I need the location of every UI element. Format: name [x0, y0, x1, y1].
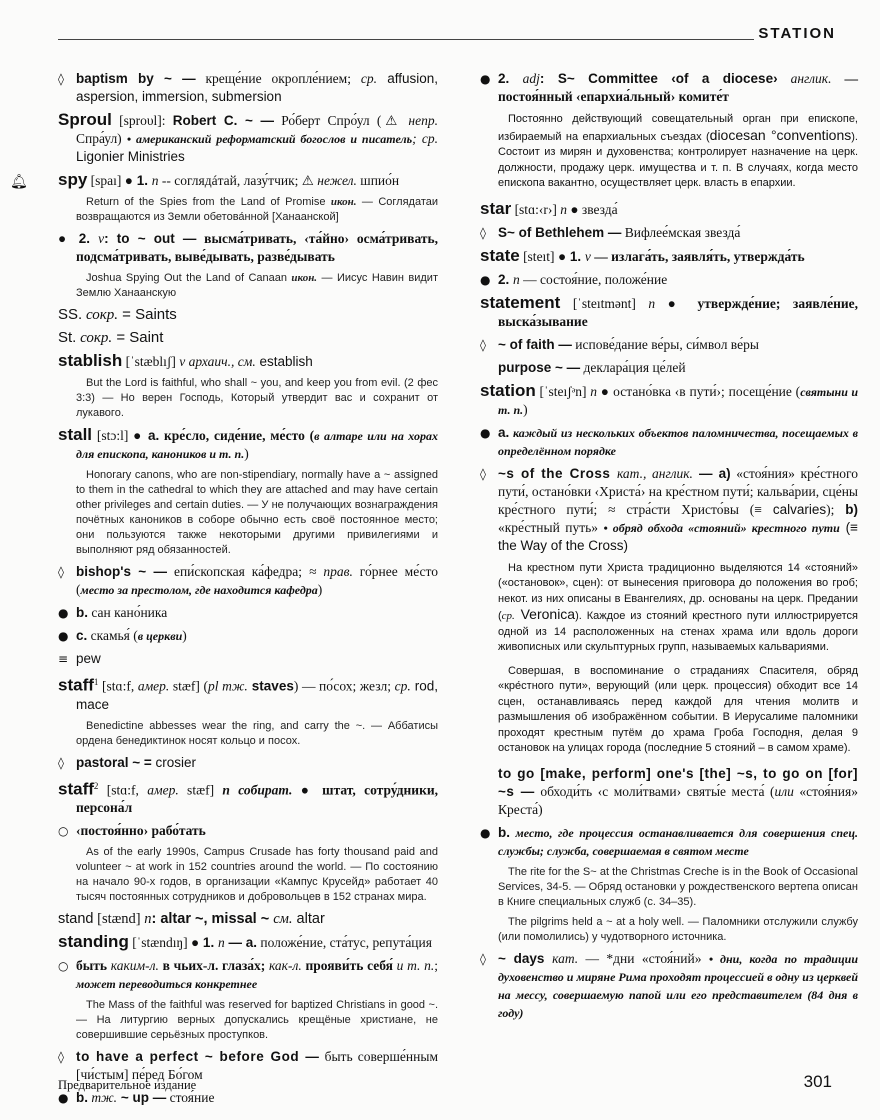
bullet-icon: ●: [480, 425, 491, 440]
part-of-speech: adj: [522, 71, 540, 86]
header-rule: [58, 39, 754, 40]
example-standing: The Mass of the faithful was reserved for baptized Christians in good ~. — На литургию верных допускались крещёные христиане, не совершившие серьёзных проступков.: [76, 999, 438, 1041]
circle-icon: ○: [58, 824, 69, 838]
entry-ss: [58, 306, 438, 324]
headword: spy: [58, 170, 88, 189]
paren: ): [523, 401, 528, 417]
translation: — *дни «стоя́ний»: [578, 950, 709, 966]
label-cp: ср.: [501, 610, 515, 622]
entry-spy: 🔔︎ spy [spaı] ● 1. n -- соглядáтай, лазу́тчик; ⚠ нежел. шпио́н: [10, 170, 400, 190]
usage-note: в церкви: [137, 629, 183, 643]
example-translation: — Иисус Навин видит Землю Ханаанскую: [76, 272, 438, 299]
cross-refs: affusion, aspersion, immersion, submersion: [76, 71, 438, 104]
translation: ) — по́сох; жезл;: [293, 678, 395, 694]
phrase-term: : to ~ out —: [104, 231, 197, 246]
translation: «кре́стный путь»: [498, 519, 604, 535]
entry-bishops-stall: [58, 563, 438, 599]
label: англик.: [777, 71, 832, 86]
entry-go-stations: [480, 765, 858, 819]
usage-note: святыни и т. п.: [498, 384, 858, 417]
example-text: Joshua Spying Out the Land of Canaan: [86, 272, 292, 284]
diamond-icon: ◊: [480, 337, 486, 352]
translation-2: го́рнее ме́сто (: [76, 564, 438, 597]
entry-stablish: [58, 352, 438, 371]
entry-pastoral-staff: [58, 754, 438, 772]
warning-icon: ⚠: [301, 173, 314, 188]
paren: ): [317, 582, 323, 597]
phrase-term: ~ of faith —: [498, 336, 572, 352]
example-text: Return of the Spies from the Land of Promise: [86, 196, 331, 208]
sense-letter: b.: [76, 605, 88, 620]
note-committee: [480, 112, 858, 192]
note-text: ). Состоит из мирян и духовенства; контролирует назначение на церк. должности, продажу церк. имущества и т. п. В случаях, когда место епископа вакантно, осуществляет церк. власть в епархии.: [498, 130, 858, 189]
sense-number: ● 2.: [58, 231, 99, 246]
translation: обходи́ть ‹с моли́твами› святы́е места́ (: [534, 783, 775, 799]
label: нежел.: [313, 173, 357, 188]
entry-stations-of-the-cross: [480, 465, 858, 555]
english-term: diocesan °conventions: [709, 126, 852, 143]
headword: stand: [58, 911, 94, 927]
pronunciation-alt: stæf]: [178, 782, 223, 797]
translation: Ро́берт Спро́ул (: [273, 113, 382, 128]
entry-spy-2: [58, 230, 438, 266]
bullet-icon: ●: [480, 272, 491, 287]
bullet-icon: ●: [58, 1091, 69, 1105]
translation: испове́дание ве́ры, си́мвол ве́ры: [571, 336, 759, 352]
translation: креще́ние окропле́нием;: [195, 71, 361, 86]
pronunciation: [steıt]: [519, 248, 558, 264]
phrase-optional: ‹of a diocese›: [671, 71, 778, 86]
cross-ref: Ligonier Ministries: [76, 149, 185, 164]
equivalent: calvaries: [772, 501, 827, 517]
bullet-icon: ●: [480, 72, 491, 86]
label-cp: ср.: [394, 678, 411, 694]
label: икон.: [330, 196, 357, 208]
right-column: [480, 70, 858, 1027]
phrase-term: : S~ Committee: [539, 71, 672, 86]
phrase-term: bishop's ~ —: [76, 564, 168, 579]
usage-note: место за престолом, где находится кафедра: [80, 583, 318, 597]
part-of-speech: n: [590, 383, 598, 399]
diamond-icon: ◊: [58, 565, 64, 579]
label: амер.: [147, 782, 179, 797]
phrase-term: S~ of Bethlehem —: [498, 224, 622, 240]
translation: скамья́ (: [87, 628, 138, 643]
pronunciation: [spaı]: [87, 173, 125, 188]
label: ≈ прав.: [308, 564, 353, 579]
cross-ref: altar: [292, 911, 325, 927]
usage-note: в алтаре или на хорах для епископа, каноников и т. п.: [76, 429, 438, 461]
entry-purpose-statement: [480, 359, 858, 377]
label: непр.: [401, 113, 438, 128]
entry-station: [480, 382, 858, 419]
translation: кре́сло, сиде́ние, ме́сто (: [159, 428, 315, 443]
headword: stall: [58, 425, 93, 444]
diamond-icon: ◊: [58, 72, 64, 86]
example-translation: — Соглядатаи возвращаются из Земли обетова́нной [Ханаанской]: [76, 196, 438, 223]
translation: стоя́ние: [166, 1090, 215, 1105]
label: pl тж.: [208, 678, 248, 694]
diamond-icon: ◊: [480, 466, 486, 481]
headword: St.: [58, 329, 77, 346]
pronunciation: [stɔ:l]: [92, 428, 134, 443]
entry-standing-committee: [480, 70, 858, 106]
note-text: Постоянно действующий совещательный орган при епископе, избираемый на епархиальных съездах (: [498, 113, 858, 143]
entry-stand: [58, 910, 438, 928]
headword: star: [480, 198, 512, 218]
translation: Вифлее́мская звезда́: [621, 224, 741, 240]
dash: —: [831, 71, 858, 86]
label: тж.: [88, 1090, 118, 1105]
translation: деклара́ция це́лей: [580, 359, 686, 375]
entry-staff-2: [58, 777, 438, 818]
translation: быть: [76, 958, 111, 973]
note-text: На крестном пути Христа традиционно выделяются 14 «стояний» («остановок», сцен): от вынесения приговора до положения во гроб; некот. из них описаны в Евангелиях, др. основаны на церк. Предании (: [498, 561, 858, 622]
plural-form: staves: [247, 678, 294, 694]
entry-star-of-bethlehem: [480, 224, 858, 242]
page-number: 301: [803, 1072, 832, 1091]
pronunciation-alt: stæf] (: [169, 678, 209, 694]
pronunciation: [ˈsteıtmənt]: [560, 295, 649, 311]
label: или: [774, 783, 794, 799]
sense-letter: b.: [76, 1090, 88, 1105]
translation: -- соглядáтай, лазу́тчик;: [158, 173, 302, 188]
paren: ): [182, 628, 187, 643]
entry-standing: [58, 933, 438, 952]
entry-stall: [58, 426, 438, 463]
note-stations-2: Совершая, в воспоминание о страданиях Спасителя, обряд «кре́стного пути», верующий (или церк. процессия) обходит все 14 сцен, останавливаясь перед каждой для чтения молитв и размышления об изображённом событии. В Иерусалиме паломники проходят крестным путём до храма Гроба Господня, делая 9 остановок на улицах города (последние 5 стояний – в самом храме).: [498, 664, 858, 754]
entry-stall-c: [58, 627, 438, 645]
usage-note: • обряд обхода «стояний» крестного пути: [603, 520, 840, 535]
entry-st: [58, 329, 438, 347]
cross-ref: Veronica: [514, 606, 576, 622]
bullet-icon: ●: [58, 629, 69, 643]
sense-number: ● 1.: [124, 173, 152, 188]
translation: высма́тривать, ‹та́йно› осма́тривать, подсма́тривать, выве́дывать, разве́дывать: [76, 231, 438, 264]
phrase-term: baptism by ~ —: [76, 71, 196, 86]
bullet-icon: ●: [58, 606, 69, 620]
example-staff-1: Benedictine abbesses wear the ring, and carry the ~. — Аббатисы ордена бенедиктинок носят кольцо и посох.: [76, 719, 438, 747]
sense-number: ● 1.: [191, 935, 218, 950]
phrase-term: ~ days: [498, 950, 553, 966]
homonym-number: 2: [93, 780, 99, 791]
phrase-term: pastoral ~ =: [76, 754, 152, 770]
entry-star: [480, 200, 858, 219]
part-of-speech: v: [98, 231, 105, 246]
headword: stablish: [58, 351, 123, 370]
phrase-term: ~s of the Cross: [498, 465, 617, 481]
translation: прояви́ть себя́: [301, 958, 397, 973]
translation: ● утвержде́ние; заявле́ние, выска́зывание: [498, 295, 859, 329]
equivalent: pew: [76, 651, 101, 666]
part-of-speech: n: [560, 201, 567, 217]
equivalent: = Saint: [112, 329, 164, 346]
usage-note: каждый из нескольких объектов паломничества, посещаемых в определённом порядке: [498, 425, 858, 458]
headword: SS.: [58, 306, 83, 323]
circle-icon: ○: [58, 959, 69, 973]
sense-letter: — a): [692, 465, 731, 481]
headword: staff: [58, 779, 94, 798]
headword: state: [480, 245, 520, 265]
diamond-icon: ◊: [480, 951, 486, 966]
pronunciation: [stɑ:f,: [98, 782, 148, 797]
pronunciation: [stɑ:f,: [98, 678, 138, 694]
pronunciation: [stɑ:‹r›]: [511, 201, 561, 217]
sense-letter: b): [845, 501, 858, 517]
description: • американский реформатский богослов и писатель: [126, 132, 413, 146]
translation: постоя́нный ‹епархиа́льный› комите́т: [498, 89, 729, 104]
sense-letter: c.: [76, 628, 88, 643]
pronunciation: [sproυl]:: [111, 113, 173, 128]
entry-station-days: [480, 950, 858, 1022]
headword: statement: [480, 292, 561, 312]
pronunciation: [ˈsteıʃᵊn]: [535, 383, 591, 399]
sense-number: ● a.: [133, 428, 160, 443]
entry-state-2: [480, 271, 858, 289]
translation: быть соверше́нным [чи́стым] пе́ред Бо́гом: [76, 1049, 438, 1082]
entry-state: [480, 247, 858, 266]
entry-standing-sub: [58, 957, 438, 993]
edition-label: Предварительное издание: [58, 1078, 197, 1092]
translation-2: шпио́н: [356, 173, 400, 188]
translation: — состоя́ние, положе́ние: [519, 271, 668, 287]
headword: Sproul: [58, 110, 112, 129]
entry-station-a: [480, 424, 858, 460]
pronunciation: [ˈstæblıʃ]: [122, 354, 180, 369]
headword: standing: [58, 932, 129, 951]
translation: сан кано́ника: [88, 605, 168, 620]
sense-letter: a.: [498, 424, 510, 440]
sense-number: ● 1.: [557, 248, 585, 264]
separator: );: [826, 501, 846, 517]
equivalent: crosier: [151, 754, 197, 770]
phrase-term: ~ up —: [117, 1090, 167, 1105]
part-of-speech: n: [513, 271, 520, 287]
pronunciation: [ˈstændıŋ]: [128, 935, 192, 950]
label: каким-л.: [110, 958, 159, 973]
note-stations-1: [480, 561, 858, 656]
note-text: ). Каждое из стояний крестного пути иллюстрируется одной из 14 расположенных на стенах храма или вдоль дороги живописных или скульптурных групп, называемых кальвариями.: [498, 610, 858, 653]
entry-statement: [480, 294, 858, 331]
label-cp: ср.: [360, 71, 377, 86]
entry-sproul: [58, 111, 438, 166]
diamond-icon: ◊: [58, 755, 64, 770]
cross-refs: rod, mace: [76, 678, 438, 712]
part-of-speech: n: [151, 173, 159, 188]
entry-statement-of-faith: [480, 336, 858, 354]
translation: — излага́ть, заявля́ть, утвержда́ть: [590, 248, 805, 264]
translation: положе́ние, ста́тус, репута́ция: [256, 935, 432, 950]
label: см.: [273, 911, 293, 927]
phrase-term: purpose ~ —: [498, 359, 581, 375]
running-head: STATION: [758, 25, 836, 42]
equivalent: (≡ the Way of the Cross): [498, 519, 858, 553]
part-of-speech: n: [648, 295, 656, 311]
example-spy-1: [58, 195, 438, 225]
part-of-speech: n: [217, 935, 225, 950]
example-stall: Honorary canons, who are non-stipendiary, normally have a ~ assigned to them in the cathedral to which they are attached and may have certain other privileges and certain duties. — У не получающих вознаграждения почётных каноников в соборе обычно есть своё постоянное место; они пользуются также некоторыми другими привилегиями и выполняют ряд обязанностей.: [76, 469, 438, 556]
entry-baptism-by: [58, 70, 438, 106]
diamond-icon: ◊: [480, 225, 486, 240]
entry-stall-pew: [58, 650, 438, 668]
warning-icon: ⚠: [381, 113, 402, 128]
label: v архаич., см.: [179, 354, 256, 369]
translation: епи́скопская ка́федра;: [167, 564, 309, 579]
diamond-icon: ◊: [58, 1050, 64, 1064]
label: амер.: [137, 678, 170, 694]
usage-note: может переводиться конкретнее: [76, 977, 258, 991]
equivalent: = Saints: [118, 306, 177, 323]
translation: ● штат, сотру́дники, персона́л: [76, 782, 438, 815]
sense-letter: b.: [498, 824, 510, 840]
translation-alt: Спра́ул): [76, 131, 127, 146]
headword: station: [480, 380, 536, 400]
translation: «стоя́ния» кре́стного пути́, остано́вки ‹Христа́› на кре́стном пути́; кальва́рии, сце́ны кре́стного пути́; ≈ стра́сти Христо́вы (≡: [498, 465, 859, 517]
example-spy-2: [58, 271, 438, 301]
homonym-number: 1: [93, 677, 99, 687]
usage-note: • дни, когда по традиции духовенство и миряне Рима проходят процессией в одну из церквей на мессу, совершаемую папой или его представителем (84 дня в году): [498, 951, 858, 1020]
part-of-speech: n: [144, 911, 152, 927]
phrase-term: to go [make, perform] one's [the] ~s, to go on [for] ~s —: [498, 765, 858, 799]
translation: ‹постоя́нно› рабо́тать: [76, 823, 206, 838]
pronunciation: [stænd]: [93, 911, 145, 927]
sense-letter: — a.: [224, 935, 257, 950]
separator: ;: [434, 958, 438, 973]
entry-staff-2-sub: [58, 822, 438, 840]
phrase-term: Robert C. ~ —: [172, 113, 274, 128]
headword: staff: [58, 675, 94, 695]
phrase-term: : altar ~, missal ~: [151, 911, 274, 927]
translation: ● звезда́: [566, 201, 618, 217]
label: кат.: [552, 950, 579, 966]
left-column: [10, 70, 438, 1112]
label-cp: ; ср.: [412, 131, 438, 146]
example-station-1: The rite for the S~ at the Christmas Creche is in the Book of Occasional Services, 34-5. — Обряд остановки у рождественского вертепа описан в Книге специальных служб (с. 34–35).: [498, 865, 858, 908]
label: кат., англик.: [616, 465, 693, 481]
entry-staff-1: [58, 673, 438, 714]
label: сокр.: [76, 330, 113, 346]
bullet-icon: ●: [480, 825, 491, 840]
usage-note: место, где процессия останавливается для совершения спец. службы; служба, совершаемая в святом месте: [498, 825, 858, 858]
entry-stall-b: [58, 604, 438, 622]
cross-ref: establish: [255, 354, 313, 369]
translation-2: «стоя́ния» Креста́): [498, 783, 858, 817]
label: икон.: [291, 272, 318, 284]
part-of-speech: v: [584, 248, 591, 264]
label: как-л.: [268, 958, 302, 973]
phrase-term: to have a perfect ~ before God —: [76, 1049, 320, 1064]
label: и т. п.: [396, 958, 435, 973]
equivalence-icon: ≡: [58, 652, 69, 666]
sense-number: 2.: [498, 271, 514, 287]
entry-station-b: [480, 824, 858, 860]
label: сокр.: [82, 307, 118, 323]
sense-number: 2.: [498, 71, 523, 86]
paren: ): [244, 446, 249, 461]
label: n собират.: [222, 782, 293, 797]
translation: ● остано́вка ‹в пути́›; посеще́ние (: [597, 383, 801, 399]
example-stablish: But the Lord is faithful, who shall ~ you, and keep you from evil. (2 фес 3:3) — Но верен Господь, Который утвердит вас и сохранит от лукавого.: [76, 377, 438, 419]
translation: в чьих-л. глаза́х;: [158, 958, 269, 973]
example-staff-2: As of the early 1990s, Campus Crusade has forty thousand paid and volunteer ~ at work in 152 countries around the world. — По состоянию на начало 90-х годов, в организации «Кампус Крусейд» работает 40 тысяч постоянных сотрудников и добровольцев в 152 странах мира.: [76, 846, 438, 903]
example-station-2: The pilgrims held a ~ at a holy well. — Паломники отслужили службу (или помолились) у чудотворного источника.: [498, 915, 858, 943]
